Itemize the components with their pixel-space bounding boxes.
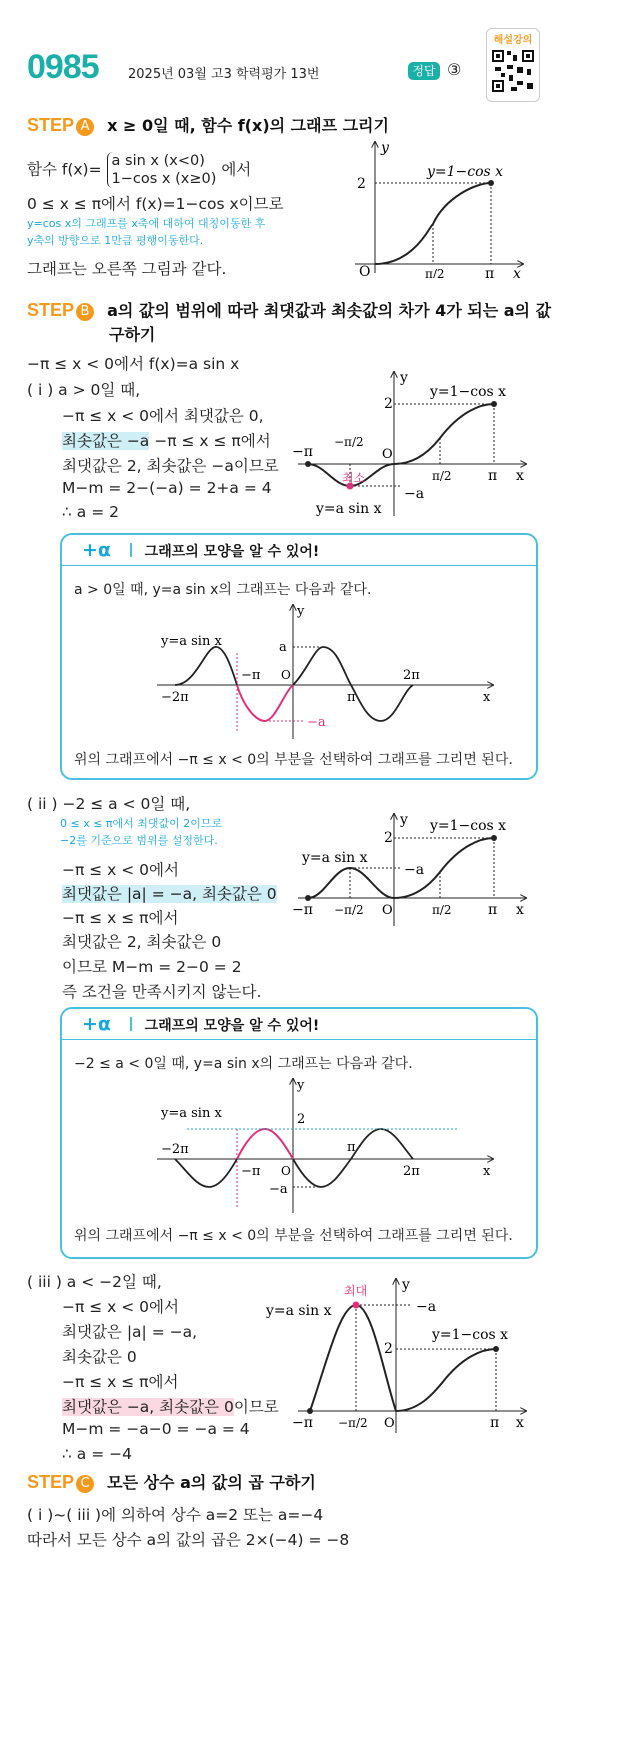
tip2-intro: −2 ≤ a < 0일 때, y=a sin x의 그래프는 다음과 같다. xyxy=(74,1056,413,1072)
case2-l5: 이므로 M−m = 2−0 = 2 xyxy=(62,958,242,976)
svg-text:−a: −a xyxy=(269,1182,288,1197)
svg-text:y: y xyxy=(297,1078,305,1093)
svg-text:x: x xyxy=(513,266,521,278)
step-b-title1: a의 값의 범위에 따라 최댓값과 최솟값의 차가 4가 되는 a의 값 xyxy=(107,301,552,320)
step-a-heading: STEP A x ≥ 0일 때, 함수 f(x)의 그래프 그리기 xyxy=(27,115,389,135)
svg-text:2π: 2π xyxy=(403,668,420,683)
case3-l5: 최댓값은 −a, 최솟값은 0이므로 xyxy=(62,1398,279,1416)
step-b-intro: −π ≤ x < 0에서 f(x)=a sin x xyxy=(27,355,240,373)
case1-l4: M−m = 2−(−a) = 2+a = 4 xyxy=(62,479,272,497)
step-a-function: 함수 f(x)= a sin x (x<0) 1−cos x (x≥0) 에서 xyxy=(27,153,252,187)
case1-head: ( i ) a > 0일 때, xyxy=(27,381,141,399)
svg-text:−a: −a xyxy=(404,862,425,878)
case1-l5: ∴ a = 2 xyxy=(62,503,119,521)
step-c-l1: ( i )~( iii )에 의하여 상수 a=2 또는 a=−4 xyxy=(27,1506,324,1524)
answer-label: 정답 xyxy=(408,62,440,80)
svg-text:π: π xyxy=(347,690,356,705)
svg-text:y=a sin x: y=a sin x xyxy=(266,1303,332,1319)
svg-text:−a: −a xyxy=(404,486,425,502)
case2-head: ( ii ) −2 ≤ a < 0일 때, xyxy=(27,795,191,813)
case3-l7: ∴ a = −4 xyxy=(62,1445,132,1463)
step-c-title: 모든 상수 a의 값의 곱 구하기 xyxy=(107,1473,316,1492)
qr-label: 해설강의 xyxy=(493,35,533,46)
svg-text:π/2: π/2 xyxy=(425,267,445,278)
max-point xyxy=(353,1302,360,1309)
case1-l1: −π ≤ x < 0에서 최댓값은 0, xyxy=(62,407,264,425)
case2-l1: −π ≤ x < 0에서 xyxy=(62,861,179,879)
case2-note2: −2를 기준으로 범위를 설정한다. xyxy=(60,834,218,847)
svg-text:y: y xyxy=(297,604,305,619)
svg-text:−π: −π xyxy=(241,668,261,683)
svg-text:a: a xyxy=(279,640,287,655)
svg-text:y: y xyxy=(400,812,408,828)
graph-case3 xyxy=(262,1275,530,1435)
svg-text:2: 2 xyxy=(384,830,393,846)
problem-source: 2025년 03월 고3 학력평가 13번 xyxy=(128,67,320,82)
case3-l4: −π ≤ x ≤ π에서 xyxy=(62,1373,179,1391)
svg-text:y: y xyxy=(402,1277,410,1293)
case2-note1: 0 ≤ x ≤ π에서 최댓값이 2이므로 xyxy=(60,817,223,830)
svg-text:2: 2 xyxy=(357,176,366,192)
tip1-intro: a > 0일 때, y=a sin x의 그래프는 다음과 같다. xyxy=(74,582,372,598)
svg-text:y: y xyxy=(381,140,389,156)
graph-1-minus-cos xyxy=(345,138,530,278)
case3-head: ( iii ) a < −2일 때, xyxy=(27,1273,162,1291)
svg-text:x: x xyxy=(516,468,524,484)
svg-text:y=a sin x: y=a sin x xyxy=(161,634,222,649)
step-b-title2: 구하기 xyxy=(109,325,156,344)
svg-text:−2π: −2π xyxy=(161,690,189,705)
tip1-outro: 위의 그래프에서 −π ≤ x < 0의 부분을 선택하여 그래프를 그리면 된다. xyxy=(74,752,513,768)
step-a-title: x ≥ 0일 때, 함수 f(x)의 그래프 그리기 xyxy=(107,116,389,135)
tip1-header: +α 그래프의 모양을 알 수 있어! xyxy=(82,539,320,561)
svg-text:x: x xyxy=(516,1415,524,1431)
svg-text:O: O xyxy=(382,447,393,462)
svg-text:π: π xyxy=(347,1140,356,1155)
case3-l3: 최솟값은 0 xyxy=(62,1348,137,1366)
case2-l4: 최댓값은 2, 최솟값은 0 xyxy=(62,933,222,951)
svg-text:2: 2 xyxy=(297,1112,306,1127)
step-a-line3: 그래프는 오른쪽 그림과 같다. xyxy=(27,260,227,278)
svg-text:O: O xyxy=(384,1416,395,1431)
case1-l3: 최댓값은 2, 최솟값은 −a이므로 xyxy=(62,457,279,475)
svg-text:y=a sin x: y=a sin x xyxy=(316,501,382,517)
svg-text:−π/2: −π/2 xyxy=(334,435,364,449)
svg-text:O: O xyxy=(359,264,371,278)
svg-text:−a: −a xyxy=(307,715,326,730)
step-c-heading: STEP C 모든 상수 a의 값의 곱 구하기 xyxy=(27,1472,316,1492)
svg-text:최대: 최대 xyxy=(344,1284,368,1298)
tip1-sin-graph xyxy=(157,601,497,741)
svg-text:π: π xyxy=(488,468,498,484)
svg-text:y=1−cos x: y=1−cos x xyxy=(427,164,504,180)
svg-text:O: O xyxy=(281,1164,291,1178)
svg-text:−π: −π xyxy=(292,1415,313,1431)
svg-text:−a: −a xyxy=(416,1299,437,1315)
graph-case1 xyxy=(290,368,530,518)
svg-text:π: π xyxy=(490,1415,500,1431)
svg-text:π/2: π/2 xyxy=(432,469,452,483)
svg-text:2: 2 xyxy=(384,1341,393,1357)
svg-text:y=1−cos x: y=1−cos x xyxy=(430,384,507,400)
svg-text:x: x xyxy=(483,1164,491,1179)
svg-text:O: O xyxy=(281,668,291,682)
svg-text:−π: −π xyxy=(241,1164,261,1179)
svg-text:최소: 최소 xyxy=(342,471,366,485)
svg-text:π: π xyxy=(488,902,498,918)
case1-l2: 최솟값은 −a −π ≤ x ≤ π에서 xyxy=(62,432,271,450)
case2-l2: 최댓값은 |a| = −a, 최솟값은 0 xyxy=(62,885,277,903)
svg-text:O: O xyxy=(382,903,393,918)
svg-text:−2π: −2π xyxy=(161,1142,189,1157)
step-c-l2: 따라서 모든 상수 a의 값의 곱은 2×(−4) = −8 xyxy=(27,1531,350,1549)
cos-curve xyxy=(375,183,491,264)
svg-text:y=a sin x: y=a sin x xyxy=(302,850,368,866)
svg-text:y=a sin x: y=a sin x xyxy=(161,1106,222,1121)
case3-l6: M−m = −a−0 = −a = 4 xyxy=(62,1420,250,1438)
case2-l6: 즉 조건을 만족시키지 않는다. xyxy=(62,983,262,1001)
graph-case2 xyxy=(290,810,530,930)
tip2-outro: 위의 그래프에서 −π ≤ x < 0의 부분을 선택하여 그래프를 그리면 된다. xyxy=(74,1228,513,1244)
step-a-line2: 0 ≤ x ≤ π에서 f(x)=1−cos x이므로 xyxy=(27,195,284,213)
problem-number: 0985 xyxy=(27,48,99,86)
qr-code-icon xyxy=(491,49,535,93)
svg-text:π: π xyxy=(485,266,495,278)
svg-text:x: x xyxy=(516,902,524,918)
step-a-note1: y=cos x의 그래프를 x축에 대하여 대칭이동한 후 xyxy=(27,217,266,230)
tip2-header: +α 그래프의 모양을 알 수 있어! xyxy=(82,1013,320,1035)
svg-text:x: x xyxy=(483,690,491,705)
step-a-note2: y축의 방향으로 1만큼 평행이동한다. xyxy=(27,234,204,247)
tip2-sin-graph xyxy=(157,1075,497,1215)
svg-text:−π: −π xyxy=(292,444,313,460)
tip-box-2 xyxy=(60,1007,538,1259)
cos-curve xyxy=(394,404,494,464)
step-b-heading: STEP B a의 값의 범위에 따라 최댓값과 최솟값의 차가 4가 되는 a의 값 xyxy=(27,300,552,320)
svg-text:−π/2: −π/2 xyxy=(338,1416,368,1430)
answer-value: ③ xyxy=(447,60,462,79)
case3-l1: −π ≤ x < 0에서 xyxy=(62,1298,179,1316)
case3-l2: 최댓값은 |a| = −a, xyxy=(62,1323,198,1341)
svg-text:y: y xyxy=(400,370,408,386)
svg-text:π/2: π/2 xyxy=(432,903,452,917)
svg-text:y=1−cos x: y=1−cos x xyxy=(432,1327,509,1343)
svg-text:y=1−cos x: y=1−cos x xyxy=(430,818,507,834)
svg-text:2: 2 xyxy=(384,396,393,412)
tip-box-1 xyxy=(60,533,538,780)
qr-box[interactable] xyxy=(486,28,540,102)
svg-text:−π: −π xyxy=(292,902,313,918)
svg-text:2π: 2π xyxy=(403,1164,420,1179)
svg-text:−π/2: −π/2 xyxy=(334,903,364,917)
endpoint xyxy=(488,180,494,186)
case2-l3: −π ≤ x ≤ π에서 xyxy=(62,909,179,927)
